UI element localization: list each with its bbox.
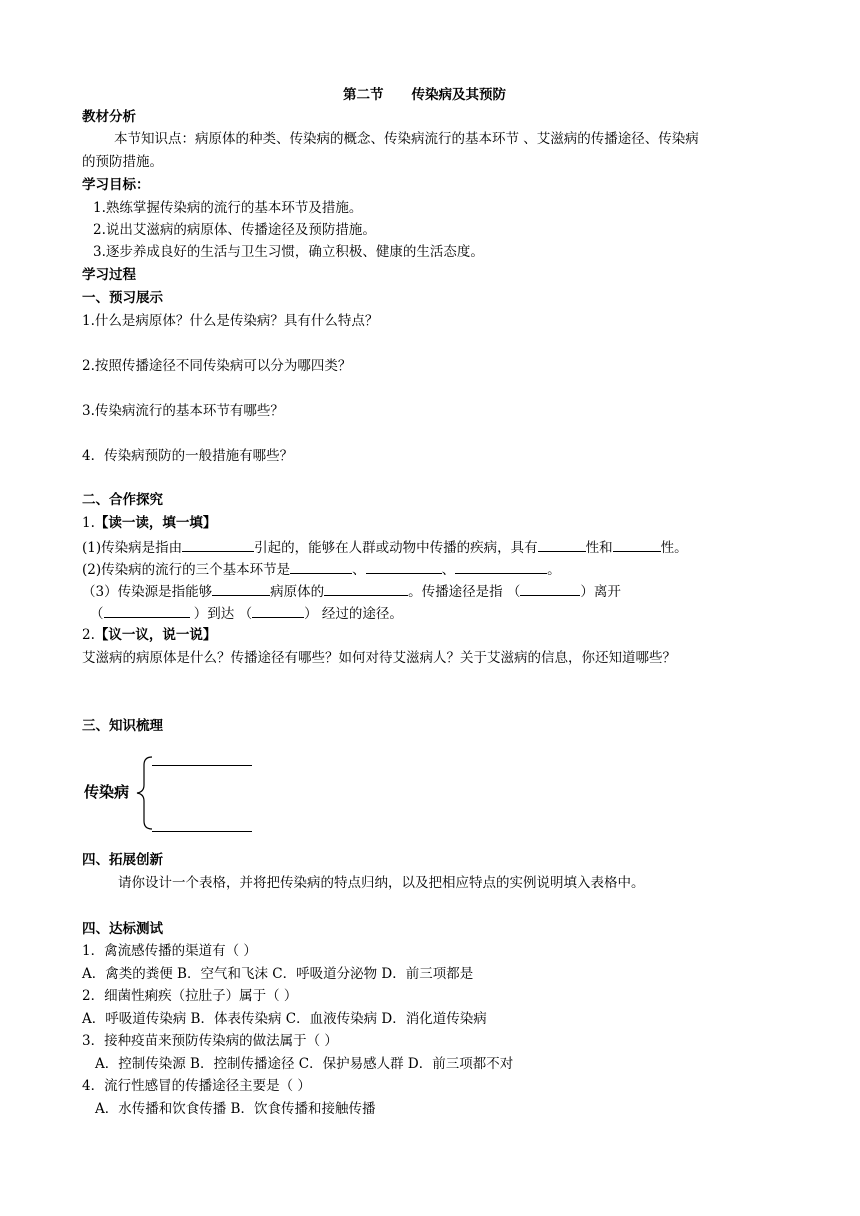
mindmap-blank-bottom[interactable] (152, 831, 252, 832)
fill-line-1: (1)传染病是指由 引起的，能够在人群或动物中传播的疾病，具有 性和 性。 (82, 537, 688, 557)
extend-heading: 四、拓展创新 (82, 852, 163, 868)
test-question-3: 3．接种疫苗来预防传染病的做法属于（ ） (82, 1033, 338, 1049)
fill-blank[interactable] (520, 581, 580, 596)
fill-blank[interactable] (455, 559, 547, 574)
analysis-text-line2: 的预防措施。 (82, 154, 163, 170)
test-heading: 四、达标测试 (82, 921, 163, 937)
fill-line-3: （3）传染源是指能够 病原体的 。传播途径是指 （ ）离开 (82, 581, 621, 601)
test-question-1: 1．禽流感传播的渠道有（ ） (82, 943, 257, 959)
test-question-2: 2．细菌性痢疾（拉肚子）属于（ ） (82, 988, 298, 1004)
discuss-title: 2.【议一议，说一说】 (82, 627, 217, 643)
preview-heading: 一、预习展示 (82, 290, 163, 306)
preview-question-4: 4．传染病预防的一般措施有哪些？ (82, 448, 294, 464)
goal-item-2: 2.说出艾滋病的病原体、传播途径及预防措施。 (93, 222, 376, 238)
fill-blank[interactable] (182, 537, 254, 552)
fill-blank[interactable] (212, 581, 270, 596)
test-question-4: 4．流行性感冒的传播途径主要是（ ） (82, 1078, 311, 1094)
knowledge-heading: 三、知识梳理 (82, 718, 163, 734)
goal-item-3: 3.逐步养成良好的生活与卫生习惯，确立积极、健康的生活态度。 (93, 244, 484, 260)
fill-blank[interactable] (538, 537, 586, 552)
fill-blank[interactable] (104, 603, 190, 618)
preview-question-2: 2.按照传播途径不同传染病可以分为哪四类？ (82, 358, 352, 374)
read-fill-title: 1.【读一读，填一填】 (82, 515, 217, 531)
analysis-text-line1: 本节知识点：病原体的种类、传染病的概念、传染病流行的基本环节 、艾滋病的传播途径、传染病 (114, 131, 699, 147)
test-options-4: A．水传播和饮食传播 B．饮食传播和接触传播 (95, 1101, 376, 1117)
goals-heading: 学习目标： (82, 177, 150, 193)
fill-line-4: （ ）到达 （ ） 经过的途径。 (90, 603, 403, 623)
fill-blank[interactable] (366, 559, 442, 574)
fill-blank[interactable] (324, 581, 408, 596)
mindmap-blank-top[interactable] (152, 765, 252, 766)
fill-line-2: (2)传染病的流行的三个基本环节是 、 、 。 (82, 559, 561, 579)
test-options-3: A．控制传染源 B．控制传播途径 C．保护易感人群 D．前三项都不对 (95, 1056, 514, 1072)
preview-question-3: 3.传染病流行的基本环节有哪些？ (82, 403, 284, 419)
test-options-1: A．禽类的粪便 B．空气和飞沫 C．呼吸道分泌物 D．前三项都是 (82, 966, 474, 982)
extend-text: 请你设计一个表格，并将把传染病的特点归纳，以及把相应特点的实例说明填入表格中。 (118, 875, 645, 891)
page-title: 第二节 传染病及其预防 (343, 87, 506, 103)
fill-blank[interactable] (613, 537, 661, 552)
curly-brace-icon (134, 755, 154, 831)
analysis-heading: 教材分析 (82, 109, 136, 125)
explore-heading: 二、合作探究 (82, 492, 163, 508)
goal-item-1: 1.熟练掌握传染病的流行的基本环节及措施。 (93, 200, 363, 216)
discuss-question: 艾滋病的病原体是什么？传播途径有哪些？如何对待艾滋病人？关于艾滋病的信息，你还知道哪些？ (82, 650, 676, 666)
mindmap-root-label: 传染病 (84, 783, 130, 801)
fill-blank[interactable] (252, 603, 304, 618)
test-options-2: A．呼吸道传染病 B．体表传染病 C．血液传染病 D．消化道传染病 (82, 1011, 487, 1027)
fill-blank[interactable] (290, 559, 352, 574)
process-heading: 学习过程 (82, 267, 136, 283)
preview-question-1: 1.什么是病原体？什么是传染病？具有什么特点？ (82, 313, 379, 329)
